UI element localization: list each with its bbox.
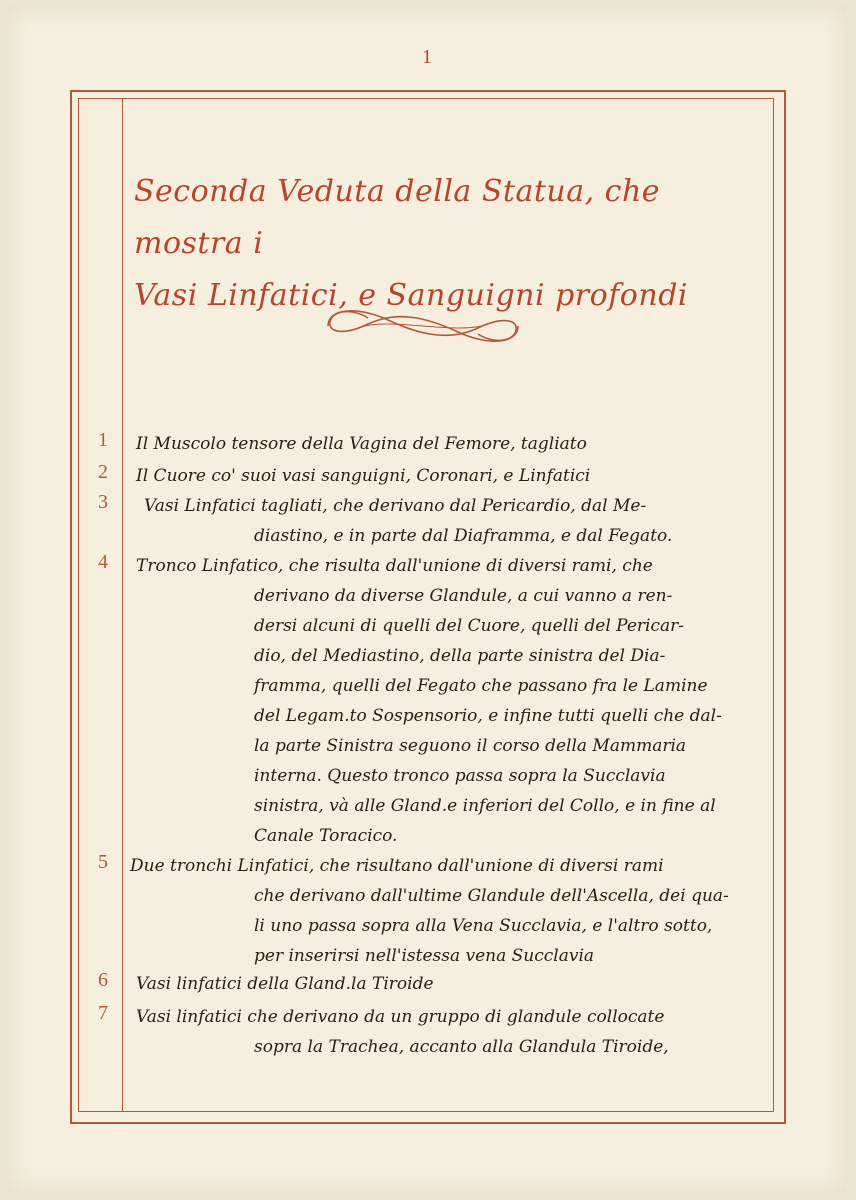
entry-line: interna. Questo tronco passa sopra la Succlavia: [254, 766, 666, 786]
entry-line: Due tronchi Linfatici, che risultano dall'unione di diversi rami: [130, 856, 664, 876]
entry-number: 6: [98, 969, 108, 991]
entry-line: sinistra, và alle Gland.e inferiori del Collo, e in fine al: [254, 796, 716, 816]
entry-number: 4: [98, 551, 108, 573]
manuscript-page: [8, 6, 846, 1192]
entry-line: dersi alcuni di quelli del Cuore, quelli del Pericar-: [254, 616, 684, 636]
entry-line: Vasi Linfatici tagliati, che derivano dal Pericardio, dal Me-: [144, 496, 647, 516]
entry-line: Vasi linfatici che derivano da un gruppo di glandule collocate: [136, 1007, 665, 1027]
entry-line: derivano da diverse Glandule, a cui vanno a ren-: [254, 586, 673, 606]
flourish-ornament: [318, 298, 528, 354]
entry-number: 5: [98, 851, 108, 873]
entry-line: diastino, e in parte dal Diaframma, e dal Fegato.: [254, 526, 673, 546]
entry-line: che derivano dall'ultime Glandule dell'Ascella, dei qua-: [254, 886, 729, 906]
entry-line: dio, del Mediastino, della parte sinistra del Dia-: [254, 646, 666, 666]
entry-line: li uno passa sopra alla Vena Succlavia, e l'altro sotto,: [254, 916, 713, 936]
entry-number: 3: [98, 491, 108, 513]
page-number: 1: [422, 46, 432, 68]
entry-line: la parte Sinistra seguono il corso della Mammaria: [254, 736, 687, 756]
entry-line: sopra la Trachea, accanto alla Glandula Tiroide,: [254, 1037, 669, 1057]
entry-line: del Legam.to Sospensorio, e infine tutti quelli che dal-: [254, 706, 722, 726]
entry-line: per inserirsi nell'istessa vena Succlavia: [254, 946, 595, 966]
entry-number: 2: [98, 461, 108, 483]
title-line-1: Seconda Veduta della Statua, che mostra i: [134, 174, 661, 261]
entry-number: 1: [98, 429, 108, 451]
entry-line: framma, quelli del Fegato che passano fra le Lamine: [254, 676, 708, 696]
title-line-2: Vasi Linfatici, e Sanguigni profondi: [134, 278, 688, 313]
entry-line: Canale Toracico.: [254, 826, 398, 846]
entry-line: Tronco Linfatico, che risulta dall'unione di diversi rami, che: [136, 556, 653, 576]
entry-line: Il Cuore co' suoi vasi sanguigni, Coronari, e Linfatici: [136, 466, 591, 486]
entry-line: Il Muscolo tensore della Vagina del Femore, tagliato: [136, 434, 587, 454]
entry-number: 7: [98, 1002, 108, 1024]
margin-rule: [122, 98, 123, 1112]
entry-line: Vasi linfatici della Gland.la Tiroide: [136, 974, 434, 994]
